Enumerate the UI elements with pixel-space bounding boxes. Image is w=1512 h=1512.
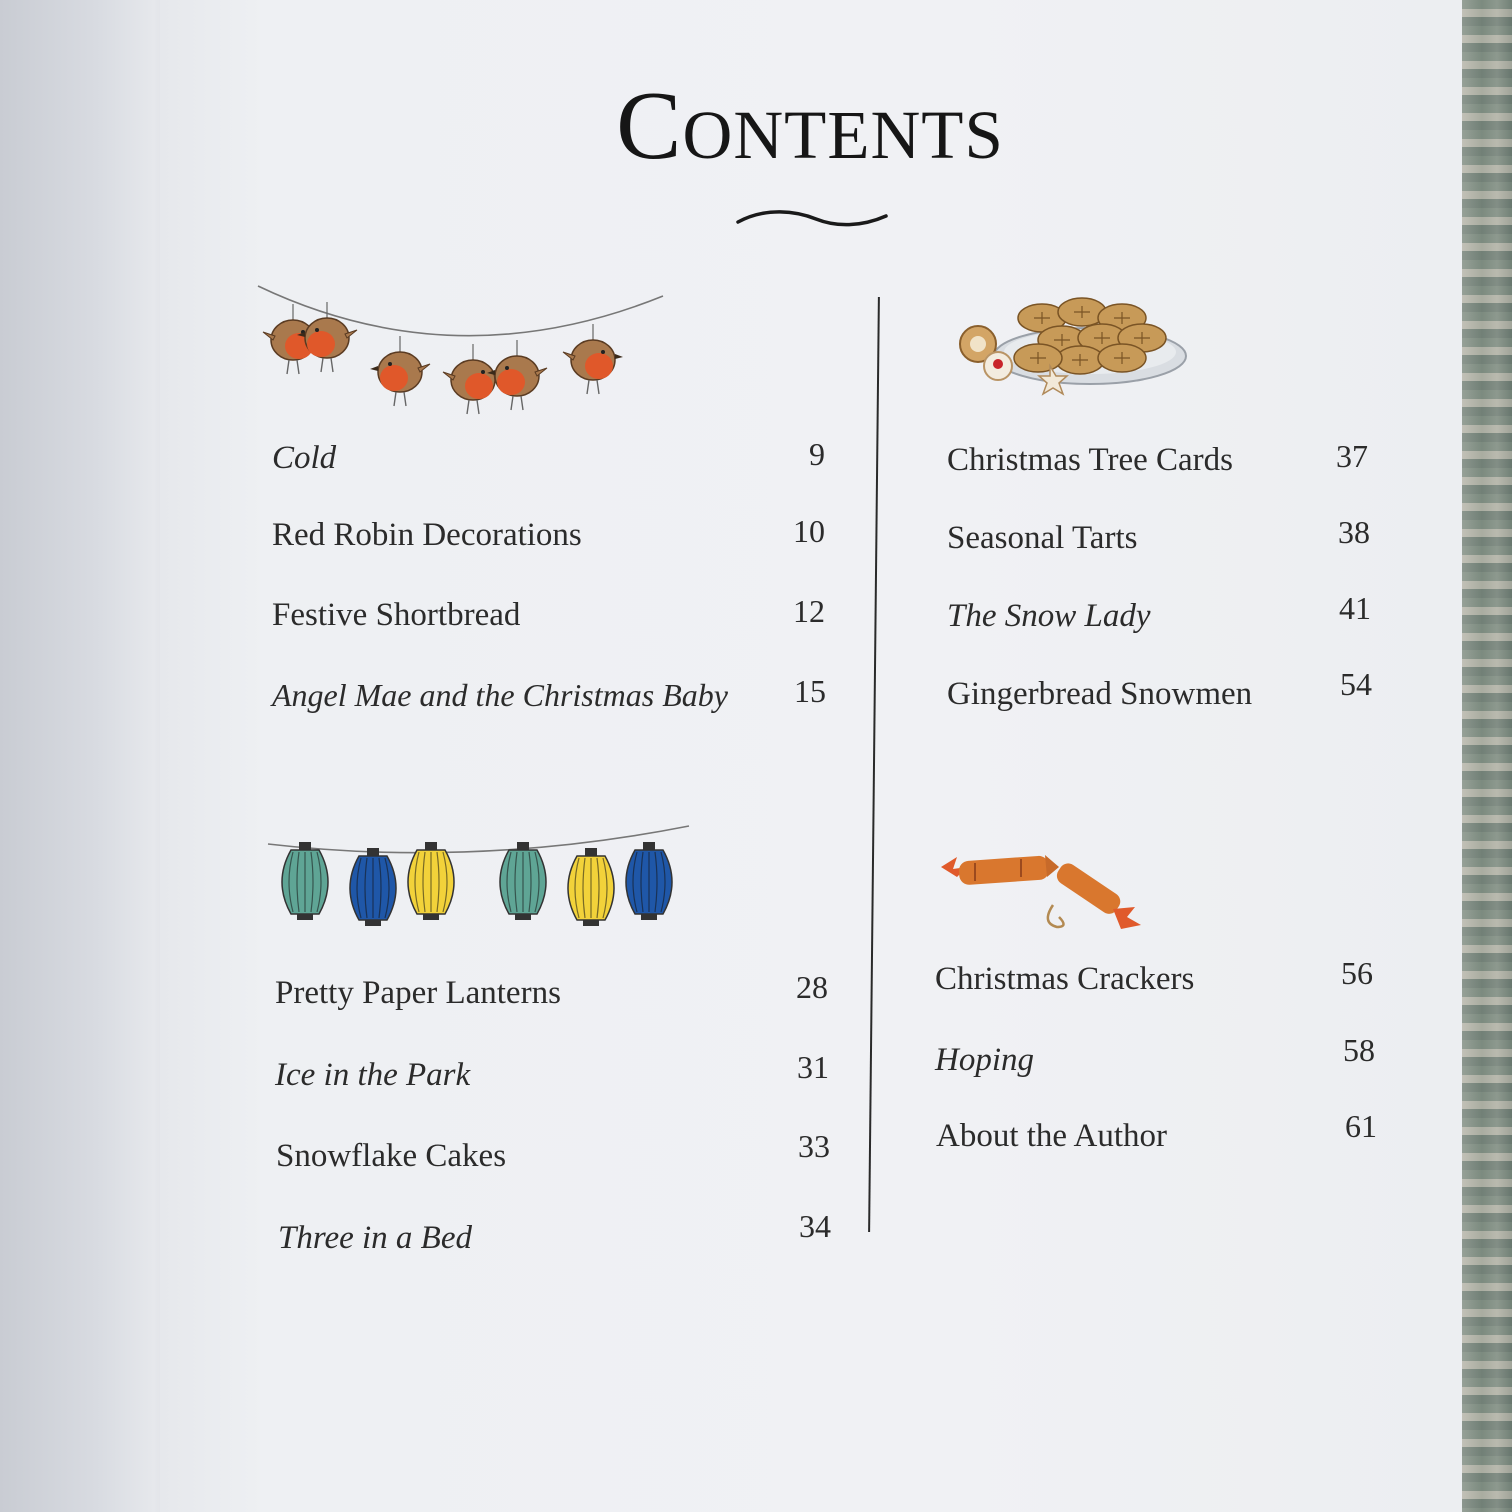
robin-garland-illustration: [255, 280, 670, 450]
toc-entry[interactable]: [935, 955, 1373, 998]
toc-entry[interactable]: [272, 513, 825, 554]
toc-entry-page: 34: [799, 1208, 831, 1244]
toc-entry[interactable]: [272, 673, 826, 715]
toc-entry-title: About the Author: [936, 1118, 1167, 1154]
paper-lantern-icon: [408, 842, 454, 920]
toc-entry[interactable]: [947, 590, 1371, 635]
toc-entry-title: Three in a Bed: [278, 1220, 472, 1256]
robin-icon: [487, 340, 547, 410]
toc-entry-page: 15: [794, 673, 826, 709]
toc-entry[interactable]: [947, 666, 1372, 713]
toc-entry-title: Ice in the Park: [275, 1057, 471, 1093]
mince-pie-icon: [1098, 344, 1146, 372]
toc-entry-page: 28: [796, 969, 828, 1005]
mince-pie-icon: [1014, 344, 1062, 372]
christmas-crackers-illustration: [935, 845, 1150, 940]
robin-icon: [563, 324, 623, 394]
toc-entry-title: Seasonal Tarts: [947, 520, 1138, 556]
ornament-swash: [736, 205, 888, 235]
toc-entry-page: 41: [1339, 590, 1371, 626]
toc-entry-title: Hoping: [935, 1042, 1034, 1078]
toc-entry-page: 12: [793, 593, 825, 629]
toc-entry[interactable]: [278, 1208, 831, 1257]
paper-lantern-icon: [282, 842, 328, 920]
toc-entry-page: 58: [1343, 1032, 1375, 1068]
toc-entry[interactable]: [947, 514, 1370, 557]
toc-entry[interactable]: [275, 1049, 829, 1094]
toc-entry-page: 61: [1345, 1108, 1377, 1144]
toc-entry[interactable]: [935, 1032, 1375, 1079]
toc-entry-title: Christmas Tree Cards: [947, 442, 1234, 478]
toc-entry-page: 54: [1340, 666, 1372, 702]
toc-entry-page: 37: [1336, 438, 1368, 474]
paper-lantern-icon: [568, 848, 614, 926]
toc-entry-title: Snowflake Cakes: [276, 1138, 507, 1174]
mince-pie-icon: [1056, 346, 1104, 374]
toc-entry[interactable]: [275, 969, 828, 1012]
paper-lantern-icon: [626, 842, 672, 920]
toc-entry-title: Gingerbread Snowmen: [947, 676, 1253, 712]
paper-lanterns-illustration: [265, 820, 695, 940]
toc-entry-title: Festive Shortbread: [272, 597, 521, 633]
toc-entry-title: Christmas Crackers: [935, 961, 1195, 997]
toc-entry-page: 56: [1341, 955, 1373, 991]
toc-entry-title: The Snow Lady: [947, 598, 1151, 634]
robin-icon: [443, 344, 503, 414]
toc-entry[interactable]: [272, 593, 825, 634]
robin-icon: [297, 302, 357, 372]
toc-entry-title: Red Robin Decorations: [272, 517, 582, 553]
toc-entry-page: 10: [793, 513, 825, 549]
toc-entry[interactable]: [276, 1128, 830, 1175]
toc-entry-page: 31: [797, 1049, 829, 1085]
paper-lantern-icon: [350, 848, 396, 926]
toc-entry[interactable]: [947, 438, 1368, 479]
paper-lantern-icon: [500, 842, 546, 920]
toc-entry-title: Angel Mae and the Christmas Baby: [272, 677, 728, 713]
robin-icon: [370, 336, 430, 406]
toc-entry-page: 33: [798, 1128, 830, 1164]
mince-pies-illustration: [950, 288, 1195, 408]
book-gutter: [0, 0, 175, 1512]
toc-entry-page: 38: [1338, 514, 1370, 550]
facing-page-edge: [1462, 0, 1512, 1512]
toc-entry[interactable]: [272, 436, 825, 477]
toc-entry[interactable]: [936, 1108, 1377, 1155]
page-title: Contents: [616, 72, 1004, 180]
toc-entry-page: 9: [809, 436, 825, 472]
toc-entry-title: Pretty Paper Lanterns: [275, 975, 561, 1011]
toc-entry-title: Cold: [272, 440, 337, 476]
